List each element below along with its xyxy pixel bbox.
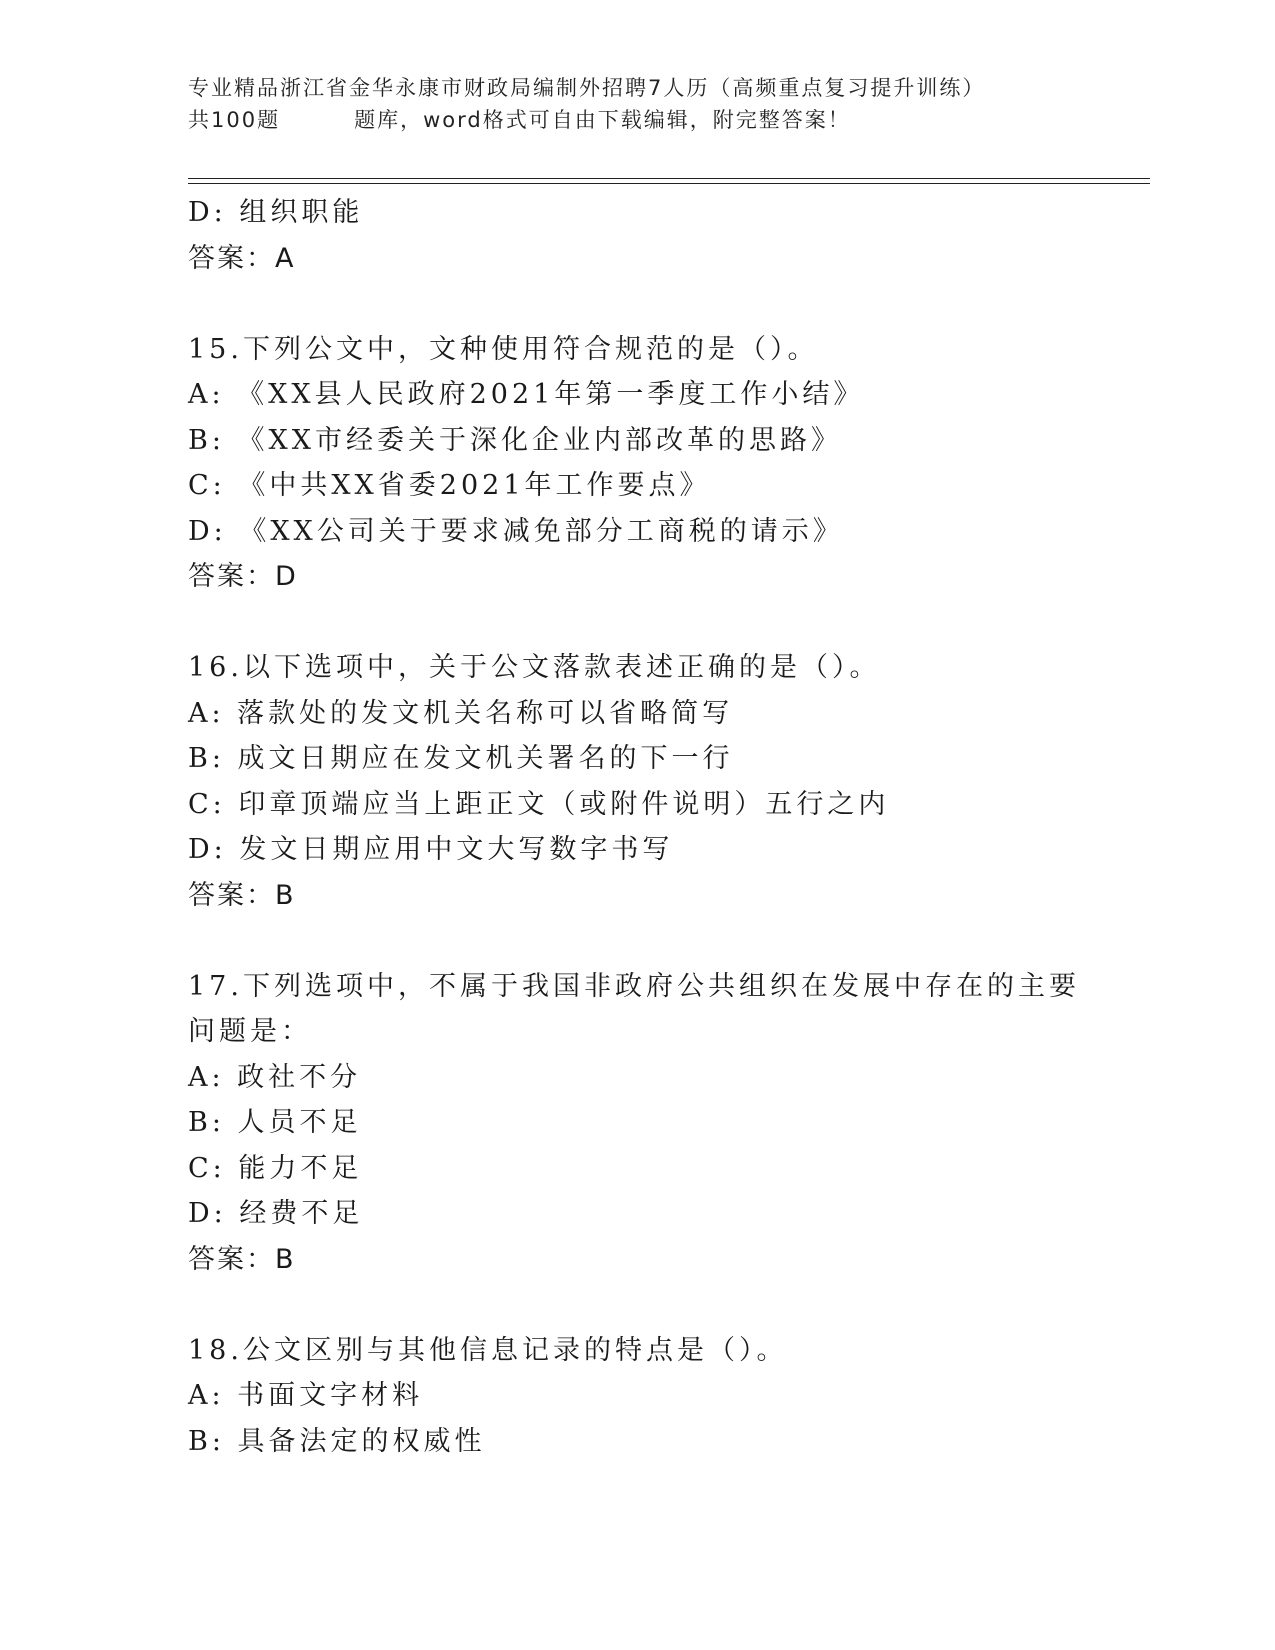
question-stem: 16.以下选项中，关于公文落款表述正确的是（）。 bbox=[188, 652, 881, 683]
header-description: 题库，word格式可自由下载编辑，附完整答案！ bbox=[354, 108, 851, 132]
header-divider-bottom bbox=[188, 183, 1150, 184]
answer: 答案：B bbox=[188, 1243, 296, 1275]
document-header bbox=[188, 72, 1148, 136]
question-stem: 18.公文区别与其他信息记录的特点是（）。 bbox=[188, 1334, 788, 1366]
option-a: A: 书面文字材料 bbox=[188, 1380, 424, 1411]
answer: 答案：A bbox=[188, 242, 296, 274]
option-b: B: 人员不足 bbox=[188, 1107, 362, 1138]
header-title: 专业精品浙江省金华永康市财政局编制外招聘7人历（高频重点复习提升训练） bbox=[188, 76, 986, 100]
option-a: A: 落款处的发文机关名称可以省略简写 bbox=[188, 697, 734, 729]
option-a: A: 《XX县人民政府2021年第一季度工作小结》 bbox=[188, 379, 865, 410]
question-list bbox=[188, 190, 1148, 1464]
question-stem: 17.下列选项中，不属于我国非政府公共组织在发展中存在的主要问题是： bbox=[188, 970, 1080, 1047]
option-c: C: 印章顶端应当上距正文（或附件说明）五行之内 bbox=[188, 788, 890, 820]
option-d: D: 发文日期应用中文大写数字书写 bbox=[188, 834, 674, 865]
question-stem: 15.下列公文中，文种使用符合规范的是（）。 bbox=[188, 333, 819, 365]
option-c: C: 《中共XX省委2021年工作要点》 bbox=[188, 470, 711, 501]
question-14 bbox=[188, 190, 1148, 281]
option-d: D: 《XX公司关于要求减免部分工商税的请示》 bbox=[188, 515, 844, 547]
answer: 答案：D bbox=[188, 561, 298, 592]
option-b: B: 《XX市经委关于深化企业内部改革的思路》 bbox=[188, 424, 842, 456]
option-b: B: 成文日期应在发文机关署名的下一行 bbox=[188, 743, 734, 774]
option-a: A: 政社不分 bbox=[188, 1061, 362, 1093]
option-d: D: 组织职能 bbox=[188, 197, 364, 228]
option-c: C: 能力不足 bbox=[188, 1152, 363, 1184]
header-divider-top bbox=[188, 178, 1150, 179]
question-16 bbox=[188, 645, 1148, 918]
header-subtitle bbox=[188, 104, 1148, 136]
answer: 答案：B bbox=[188, 879, 296, 911]
header-question-count: 共100题 bbox=[188, 108, 281, 132]
option-b: B: 具备法定的权威性 bbox=[188, 1425, 486, 1457]
option-d: D: 经费不足 bbox=[188, 1198, 364, 1229]
question-15 bbox=[188, 327, 1148, 600]
question-17 bbox=[188, 964, 1148, 1283]
question-18 bbox=[188, 1328, 1148, 1465]
